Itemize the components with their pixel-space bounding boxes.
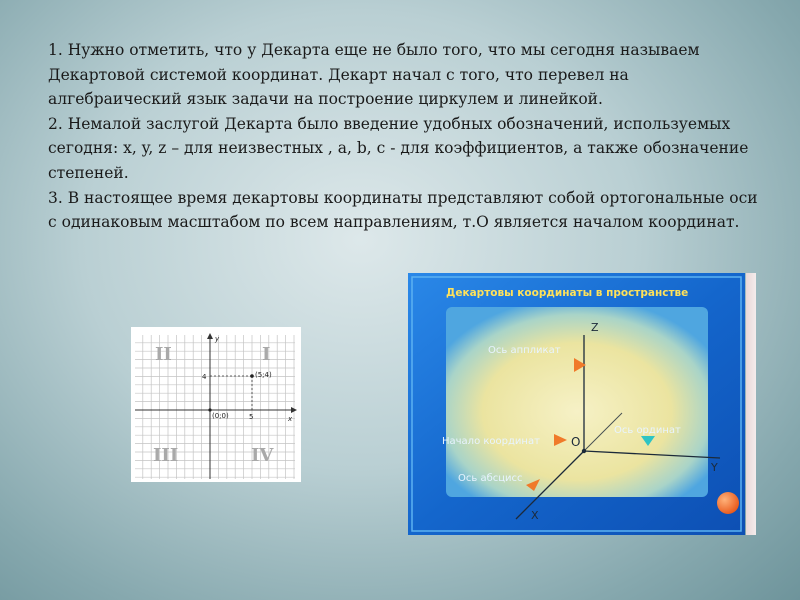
- grid-origin-label: (0;0): [212, 412, 229, 420]
- paragraph-2: 2. Немалой заслугой Декарта было введение удобных обозначений, используемых сегодня: x, y, z – для неизвестных , a, b, c - для коэффициентов, а также обозначение степеней.: [48, 114, 749, 182]
- grid-tick-x: 5: [249, 413, 254, 421]
- axis-z-letter: Z: [591, 321, 599, 334]
- origin-letter: O: [571, 435, 581, 449]
- quadrant-3-label: III: [153, 445, 179, 466]
- axis-x-letter: X: [531, 509, 539, 522]
- quadrant-2-label: II: [155, 344, 172, 365]
- label-applicate: Ось аппликат: [488, 345, 561, 356]
- origin-point: [582, 449, 586, 453]
- panel-side-stripe: [746, 273, 756, 535]
- paragraph-3: 3. В настоящее время декартовы координаты представляют собой ортогональные оси с одинаковым масштабом по всем направлениям, т.О является началом координат.: [48, 188, 758, 232]
- label-abscissa: Ось абсцисс: [458, 473, 523, 484]
- grid-point-label: (5;4): [255, 371, 272, 379]
- coordinates-3d-panel: [408, 273, 745, 535]
- panel-title: Декартовы координаты в пространстве: [446, 287, 689, 299]
- grid-point: [250, 374, 254, 378]
- label-origin: Начало координат: [442, 436, 540, 447]
- panel-inner-area: [446, 307, 708, 497]
- grid-tick-y: 4: [202, 373, 207, 381]
- slide-text: [48, 38, 758, 235]
- quadrant-1-label: I: [262, 344, 271, 365]
- grid-axis-x-label: x: [288, 415, 293, 423]
- grid-axis-y-label: y: [215, 335, 220, 343]
- label-ordinate: Ось ординат: [614, 425, 681, 436]
- quadrant-4-label: IV: [251, 445, 274, 466]
- cartesian-grid-figure: [131, 327, 301, 482]
- axis-y-letter: Y: [711, 461, 718, 474]
- orange-ball-icon: [717, 492, 739, 514]
- paragraph-1: 1. Нужно отметить, что у Декарта еще не было того, что мы сегодня называем Декартовой системой координат. Декарт начал с того, что перевел на алгебраический язык задачи на построение циркулем и линейкой.: [48, 41, 700, 109]
